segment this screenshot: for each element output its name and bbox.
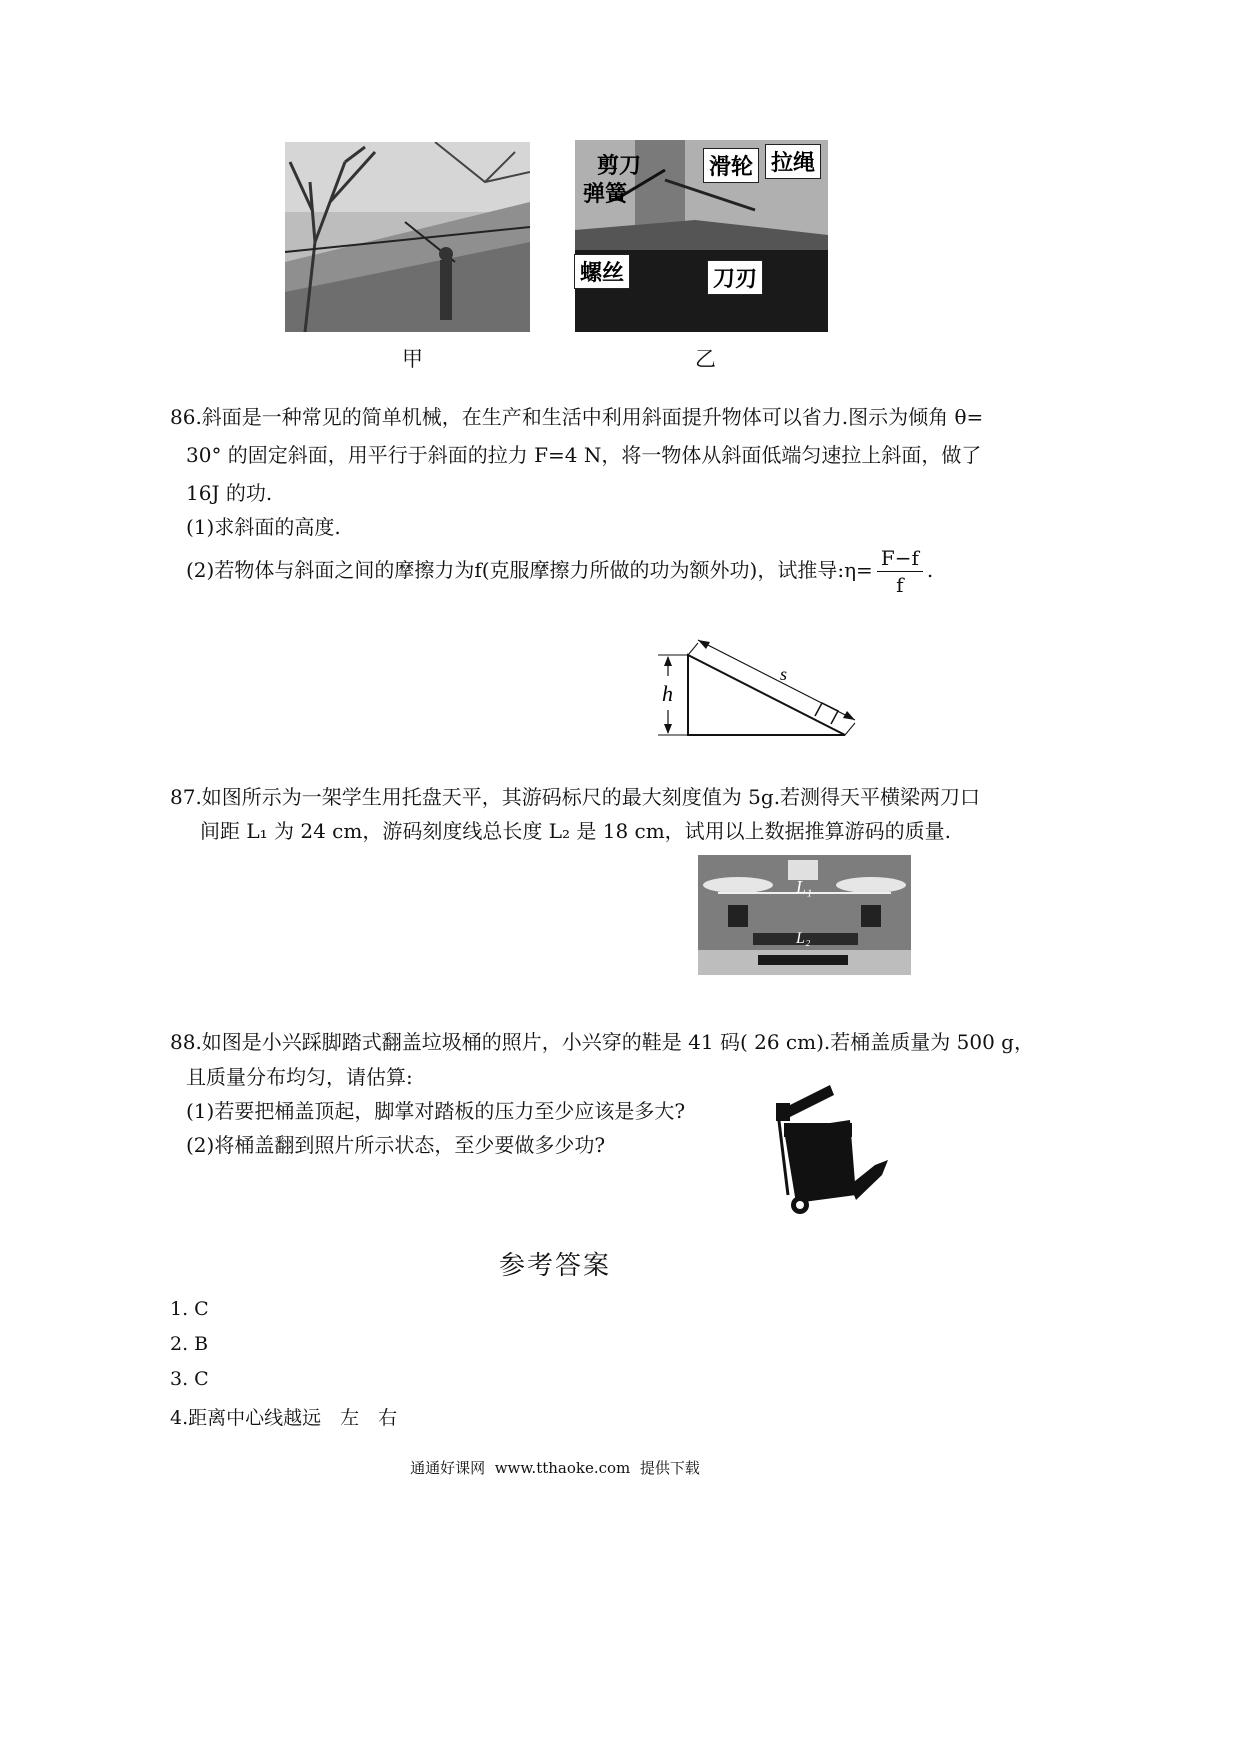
label-rope: 拉绳 xyxy=(765,144,821,179)
page-footer: 通通好课网 www.tthaoke.com 提供下载 xyxy=(410,1459,700,1477)
diagram-h-label: h xyxy=(662,681,673,706)
label-blade: 刀刃 xyxy=(707,260,763,295)
label-screw: 螺丝 xyxy=(574,254,630,289)
q86-line3: 16J 的功. xyxy=(186,481,273,505)
answers-title xyxy=(0,1245,1110,1282)
q86-line1: 86.斜面是一种常见的简单机械，在生产和生活中利用斜面提升物体可以省力.图示为倾角 θ= xyxy=(170,405,984,429)
caption-jia: 甲 xyxy=(402,347,423,371)
q87-line1: 87.如图所示为一架学生用托盘天平，其游码标尺的最大刻度值为 5g.若测得天平横梁两刀口 xyxy=(170,785,981,809)
fraction-denominator: f xyxy=(896,573,904,597)
q86-sub2-text: (2)若物体与斜面之间的摩擦力为f(克服摩擦力所做的功为额外功)，试推导:η= xyxy=(186,558,873,582)
q88-sub2: (2)将桶盖翻到照片所示状态，至少要做多少功? xyxy=(186,1133,606,1157)
answer-item-2: 2. B xyxy=(170,1333,209,1355)
efficiency-fraction xyxy=(877,545,923,598)
photo-jia-image xyxy=(285,142,530,332)
q86-sub1: (1)求斜面的高度. xyxy=(186,515,341,539)
diagram-s-label: s xyxy=(780,664,788,684)
q87-line2: 间距 L₁ 为 24 cm，游码刻度线总长度 L₂ 是 18 cm，试用以上数据推算游码的质量. xyxy=(200,819,952,843)
label-spring: 弹簧 xyxy=(583,182,628,207)
q86-line2: 30° 的固定斜面，用平行于斜面的拉力 F=4 N，将一物体从斜面低端匀速拉上斜面，做了 xyxy=(186,443,982,467)
answer-item-3: 3. C xyxy=(170,1368,209,1390)
balance-image xyxy=(698,855,911,975)
q88-sub1: (1)若要把桶盖顶起，脚掌对踏板的压力至少应该是多大? xyxy=(186,1099,686,1123)
answer-item-4: 4.距离中心线越远 左 右 xyxy=(170,1407,398,1429)
balance-photo xyxy=(698,855,911,975)
answers-heading: 参考答案 xyxy=(498,1251,611,1281)
incline-diagram xyxy=(650,612,865,742)
photo-jia xyxy=(285,142,530,332)
q88-line2: 且质量分布均匀，请估算: xyxy=(186,1065,413,1089)
label-pulley: 滑轮 xyxy=(703,148,759,183)
answer-item-1: 1. C xyxy=(170,1298,209,1320)
balance-l1-label: L₁ xyxy=(796,877,813,897)
label-scissors: 剪刀 xyxy=(597,154,642,179)
balance-l2-label: L₂ xyxy=(796,930,811,947)
trash-can-image xyxy=(770,1075,892,1215)
caption-yi: 乙 xyxy=(695,347,716,371)
q86-sub2 xyxy=(186,540,933,600)
fraction-numerator: F−f xyxy=(877,545,923,572)
q88-line1: 88.如图是小兴踩脚踏式翻盖垃圾桶的照片，小兴穿的鞋是 41 码( 26 cm).若桶盖质量为 500 g， xyxy=(170,1030,1034,1054)
fraction-tail: . xyxy=(926,558,934,582)
